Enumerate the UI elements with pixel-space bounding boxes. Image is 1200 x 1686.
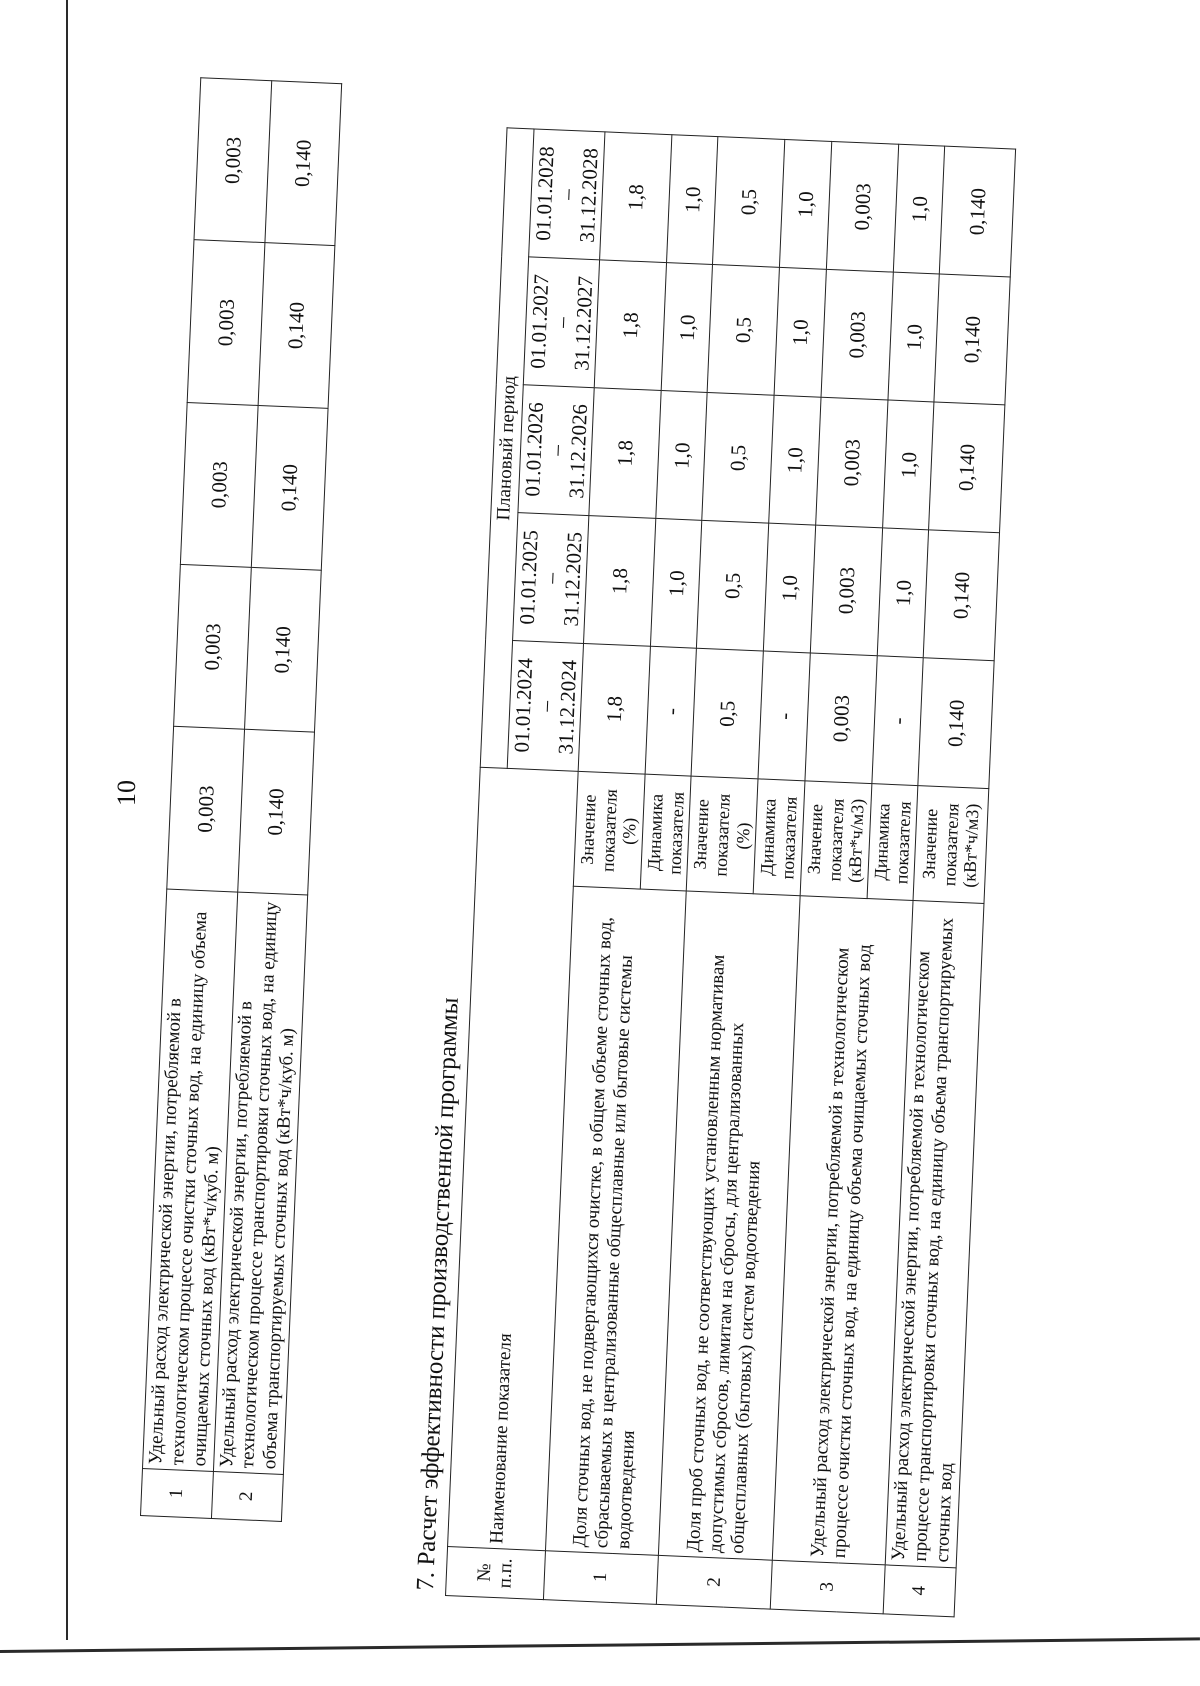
- value-cell: 0,140: [918, 658, 994, 789]
- value-cell: 1,0: [877, 528, 929, 658]
- indicator-name: Удельный расход электрической энергии, потребляемой в технологическом процессе очистки сточных вод, на единицу объема очищаемых сточных вод (кВт*ч/куб. м): [142, 889, 237, 1472]
- value-cell: 1,0: [769, 395, 821, 525]
- value-cell: 1,0: [888, 272, 940, 402]
- value-cell: 1,0: [656, 391, 708, 521]
- value-cell: 1,0: [650, 519, 702, 649]
- indicator-name: Удельный расход электрической энергии, потребляемой в технологическом процессе очистки сточных вод, на единицу объема очищаемых сточных вод: [772, 896, 913, 1565]
- value-cell: 0,003: [194, 78, 271, 243]
- value-cell: 0,003: [180, 402, 257, 567]
- value-cell: -: [872, 656, 924, 786]
- indicator-unit: Значение показателя (%): [687, 776, 759, 894]
- efficiency-table: [445, 127, 1016, 1617]
- value-cell: 0,5: [697, 521, 769, 652]
- value-cell: 0,5: [713, 137, 785, 268]
- value-cell: 0,003: [167, 726, 244, 891]
- indicator-name: Доля проб сточных вод, не соответствующих установленным нормативам допустимых сбросов, лимитам на сбросы, для централизованных общесплавных (бытовых) систем водоотведения: [659, 891, 800, 1560]
- value-cell: 0,140: [934, 274, 1010, 405]
- value-cell: 1,0: [661, 263, 713, 393]
- value-cell: 0,140: [251, 405, 328, 570]
- value-cell: -: [645, 646, 697, 776]
- value-cell: 1,8: [594, 260, 666, 391]
- page-number: 10: [112, 780, 141, 806]
- top-table: [140, 77, 342, 1522]
- value-cell: 1,0: [780, 139, 832, 269]
- value-cell: 0,003: [826, 141, 898, 272]
- value-cell: 0,5: [702, 393, 774, 524]
- indicator-unit: Значение показателя (кВт*ч/м3): [913, 786, 988, 904]
- value-cell: 0,140: [237, 729, 314, 894]
- period-header: 01.01.2026 – 31.12.2026: [518, 385, 594, 516]
- row-number: 4: [883, 1565, 956, 1617]
- header-plan-period: Плановый период: [480, 128, 534, 769]
- value-cell: 0,5: [708, 265, 780, 396]
- indicator-unit: Значение показателя (кВт*ч/м3): [800, 781, 872, 899]
- value-cell: -: [758, 651, 810, 781]
- period-header: 01.01.2027 – 31.12.2027: [523, 257, 599, 388]
- value-cell: 0,003: [187, 240, 264, 405]
- indicator-name: Удельный расход электрической энергии, потребляемой в технологическом процессе транспортировки сточных вод, на единицу объема транспортируемых сточных вод (кВт*ч/куб. м): [213, 892, 308, 1475]
- value-cell: 1,8: [583, 516, 655, 647]
- value-cell: 0,003: [174, 564, 251, 729]
- value-cell: 1,0: [893, 144, 945, 274]
- indicator-unit: Динамика показателя: [640, 774, 691, 891]
- value-cell: 0,140: [244, 567, 321, 732]
- value-cell: 0,140: [940, 146, 1016, 277]
- indicator-unit: Динамика показателя: [754, 779, 805, 896]
- value-cell: 1,8: [589, 388, 661, 519]
- header-name: Наименование показателя: [448, 767, 579, 1550]
- value-cell: 1,0: [883, 400, 935, 530]
- value-cell: 0,003: [805, 653, 877, 784]
- header-num: № п.п.: [446, 1546, 546, 1599]
- value-cell: 0,140: [264, 81, 341, 246]
- row-number: 2: [211, 1471, 283, 1521]
- value-cell: 1,0: [775, 267, 827, 397]
- value-cell: 0,5: [691, 648, 763, 779]
- period-header: 01.01.2024 – 31.12.2024: [507, 641, 583, 772]
- indicator-unit: Значение показателя (%): [573, 772, 645, 890]
- period-header: 01.01.2025 – 31.12.2025: [512, 513, 588, 644]
- value-cell: 1,8: [578, 644, 650, 775]
- row-number: 1: [141, 1468, 213, 1518]
- value-cell: 0,003: [810, 525, 882, 656]
- value-cell: 1,0: [764, 523, 816, 653]
- value-cell: 0,140: [923, 530, 999, 661]
- value-cell: 1,0: [667, 135, 719, 265]
- row-number: 3: [770, 1560, 885, 1614]
- period-header: 01.01.2028 – 31.12.2028: [528, 129, 604, 260]
- indicator-name: Доля сточных вод, не подвергающихся очистке, в общем объеме сточных вод, сбрасываемых в централизованные общесплавные или бытовые системы водоотведения: [545, 886, 686, 1555]
- indicator-name: Удельный расход электрической энергии, потребляемой в технологическом процессе транспортировки сточных вод, на единицу объема транспортируемых сточных вод: [886, 901, 984, 1568]
- value-cell: 0,140: [929, 402, 1005, 533]
- value-cell: 0,003: [821, 269, 893, 400]
- value-cell: 0,003: [816, 397, 888, 528]
- header-row: [446, 128, 534, 1597]
- indicator-unit: Динамика показателя: [867, 784, 918, 901]
- value-cell: 1,8: [600, 132, 672, 263]
- row-number: 2: [657, 1555, 772, 1609]
- section-title: 7. Расчет эффективности производственной программы: [412, 996, 464, 1592]
- row-number: 1: [543, 1550, 658, 1604]
- value-cell: 0,140: [258, 243, 335, 408]
